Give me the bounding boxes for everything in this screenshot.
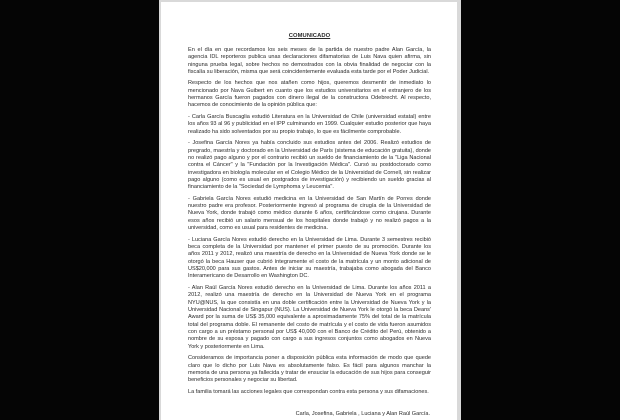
paragraph-luciana: - Luciana García Nores estudió derecho en la Universidad de Lima. Durante 3 semestres recibió beca completa de la Universidad por mantener el primer puesto de su promoción. Durante los años 2011 y 2012, realizó una maestría de derecho en la Universidad de Nueva York donde se le otorgó la beca Hauser que cubrió íntegramente el costo de la matrícula y un monto adicional de US$20,000 para sus gastos. Antes de iniciar su maestría, trabajaba como abogada del Banco Interamericano de Desarrollo en Washington DC. (188, 236, 431, 280)
paragraph-respecto: Respecto de los hechos que nos atañen como hijos, queremos desmentir de inmediato lo mencionado por Nava Guibert en cuanto que los estudios universitarios en el extranjero de los hermanos García fueron pagados con dinero ilegal de la constructora Odebrecht. Al respecto, hacemos de conocimiento de la opinión pública que: (188, 80, 431, 109)
paragraph-alan-raul: - Alan Raúl García Nores estudió derecho en la Universidad de Lima. Durante los años 2011 a 2012, realizó una maestría de derecho en la Universidad de Nueva York en el programa NYU@NUS, la que consistía en una doble certificación entre la Universidad de Nueva York y la Universidad Nacional de Singapur (NUS). La Universidad de Nueva York le otorgó la beca Deans' Award por la suma de US$ 35,000 equivalente a aproximadamente 75% del total de la matrícula total del programa doble. El remanente del costo de matrícula y el costo de vida fueron asumidos con cargo a un préstamo personal por US$ 40,000 con el Banco de Crédito del Perú, obtenido a nombre de su esposa y pagado con cargo a sus ingresos conjuntos como abogados en Nueva York y posteriormente en Lima. (188, 284, 431, 350)
paragraph-consideramos: Consideramos de importancia poner a disposición pública esta información de modo que quede claro que lo dicho por Luis Nava es absolutamente falso. Es fácil para algunos manchar la memoria de una persona ya fallecida y tratar de ensuciar la educación de sus hijos para conseguir beneficios personales y negociar su libertad. (188, 355, 431, 384)
document-page (161, 2, 457, 420)
paragraph-acciones-legales: La familia tomará las acciones legales que correspondan contra esta persona y sus difamaciones. (188, 388, 429, 395)
document-content (188, 33, 431, 418)
paragraph-josefina: - Josefina García Nores ya había concluido sus estudios antes del 2006. Realizó estudios de pregrado, maestría y doctorado en la Universidad de París (sistema de educación gratuita), donde no realizó pago alguno y por el contrario recibió un sueldo de financiamiento de la "Liga Nacional contra el Cáncer" y la "Fundación por la Investigación Médica". Cursó su postdoctorado como investigadora en biología molecular en el Colegio Médico de la Universidad de Cornell, sin realizar pago alguno (como es usual en postgrados de investigación) y recibiendo un sueldo gracias al financiamiento de la "Sociedad de Lymphoma y Leucemia". (188, 140, 431, 191)
paragraph-carla: - Carla García Buscaglia estudió Literatura en la Universidad de Chile (universidad estatal) entre los años 93 al 96 y publicidad en el IPP culminando en 1999. Cualquier estudio posterior que haya realizado ha sido solventados por su propio trabajo, lo que es fácilmente comprobable. (188, 113, 431, 135)
signature: Carla, Josefina, Gabriela , Luciana y Alan Raúl García. (295, 411, 430, 418)
paragraph-intro: En el día en que recordamos los seis meses de la partida de nuestro padre Alan García, la agencia IDL reporteros publica unas declaraciones difamatorias de Luis Nava quien afirma, sin ninguna prueba legal, sobre hechos no demostrados con la obvia finalidad de negociar con la fiscalía su liberación, misma que será coincidentemente evaluada esta tarde por el Poder Judicial. (188, 46, 431, 75)
document-title: COMUNICADO (288, 33, 331, 39)
paragraph-gabriela: - Gabriela García Nores estudió medicina en la Universidad de San Martín de Porres donde nuestro padre era profesor. Posteriormente ingresó al programa de cirugía de la Universidad de Nueva York, donde trabajó como médico durante 6 años, certificándose como cirujana. Durante esos años recibió un salario mensual de los hospitales donde trabajó y no realizó pagos a la universidad, como es usual para residentes de medicina. (188, 195, 431, 232)
